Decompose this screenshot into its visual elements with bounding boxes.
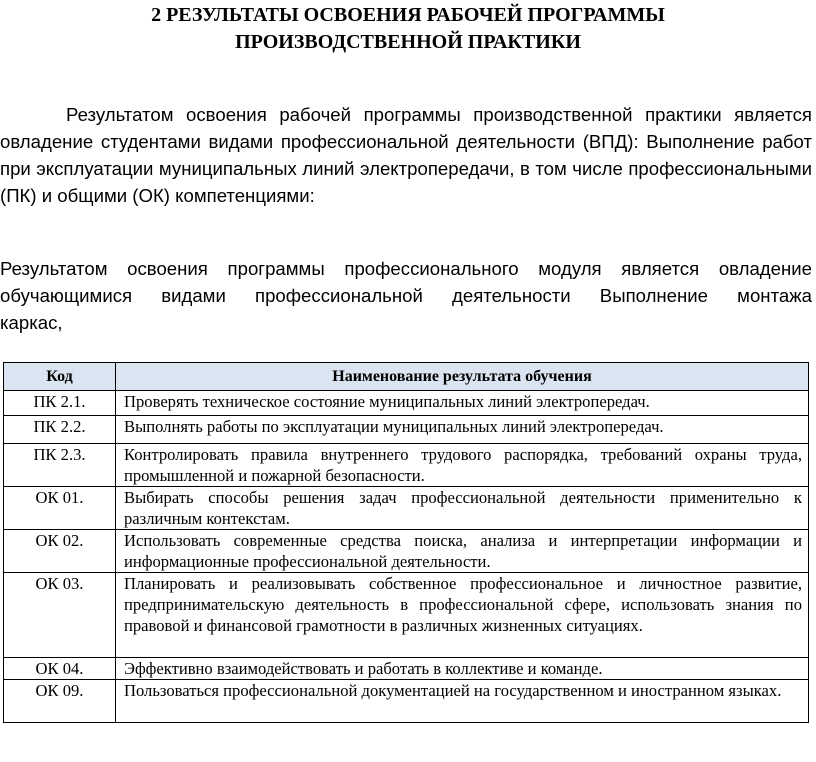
row-text: Пользоваться профессиональной документацией на государственном и иностранном языках. <box>116 680 809 723</box>
table-row <box>4 680 809 723</box>
row-code: ПК 2.2. <box>4 416 116 444</box>
learning-results-table <box>3 362 809 723</box>
table-row <box>4 444 809 487</box>
row-text: Планировать и реализовывать собственное профессиональное и личностное развитие, предпринимательскую деятельность в профессиональной сфере, использовать знания по правовой и финансовой грамотности в различных жизненных ситуациях. <box>116 573 809 658</box>
table-row <box>4 391 809 416</box>
table-row <box>4 487 809 530</box>
row-text: Эффективно взаимодействовать и работать в коллективе и команде. <box>116 658 809 680</box>
row-code: ОК 04. <box>4 658 116 680</box>
table-row <box>4 416 809 444</box>
header-code: Код <box>4 363 116 391</box>
table-header-row <box>4 363 809 391</box>
title-line-2: ПРОИЗВОДСТВЕННОЙ ПРАКТИКИ <box>235 31 581 53</box>
table-row <box>4 573 809 658</box>
header-name: Наименование результата обучения <box>116 363 809 391</box>
module-paragraph-line-2: обучающимися видами профессиональной деятельности Выполнение монтажа <box>0 285 812 306</box>
row-code: ПК 2.3. <box>4 444 116 487</box>
module-paragraph-line-3: каркас, <box>0 312 63 333</box>
page-title <box>0 2 816 56</box>
module-paragraph-line-1: Результатом освоения программы профессионального модуля является овладение <box>0 258 812 279</box>
row-text: Использовать современные средства поиска, анализа и интерпретации информации и информационные профессиональной деятельности. <box>116 530 809 573</box>
row-code: ОК 01. <box>4 487 116 530</box>
row-text: Контролировать правила внутреннего трудового распорядка, требований охраны труда, промышленной и пожарной безопасности. <box>116 444 809 487</box>
intro-paragraph: Результатом освоения рабочей программы производственной практики является овладение студентами видами профессиональной деятельности (ВПД): Выполнение работ при эксплуатации муниципальных линий электропередачи, в том числе профессиональными (ПК) и общими (ОК) компетенциями: <box>0 104 812 206</box>
row-code: ПК 2.1. <box>4 391 116 416</box>
row-text: Выбирать способы решения задач профессиональной деятельности применительно к различным контекстам. <box>116 487 809 530</box>
row-text: Выполнять работы по эксплуатации муниципальных линий электропередач. <box>116 416 809 444</box>
row-code: ОК 03. <box>4 573 116 658</box>
row-code: ОК 02. <box>4 530 116 573</box>
title-line-1: 2 РЕЗУЛЬТАТЫ ОСВОЕНИЯ РАБОЧЕЙ ПРОГРАММЫ <box>151 4 665 26</box>
row-text: Проверять техническое состояние муниципальных линий электропередач. <box>116 391 809 416</box>
table-row <box>4 658 809 680</box>
table-row <box>4 530 809 573</box>
module-paragraph <box>0 255 812 336</box>
row-code: ОК 09. <box>4 680 116 723</box>
